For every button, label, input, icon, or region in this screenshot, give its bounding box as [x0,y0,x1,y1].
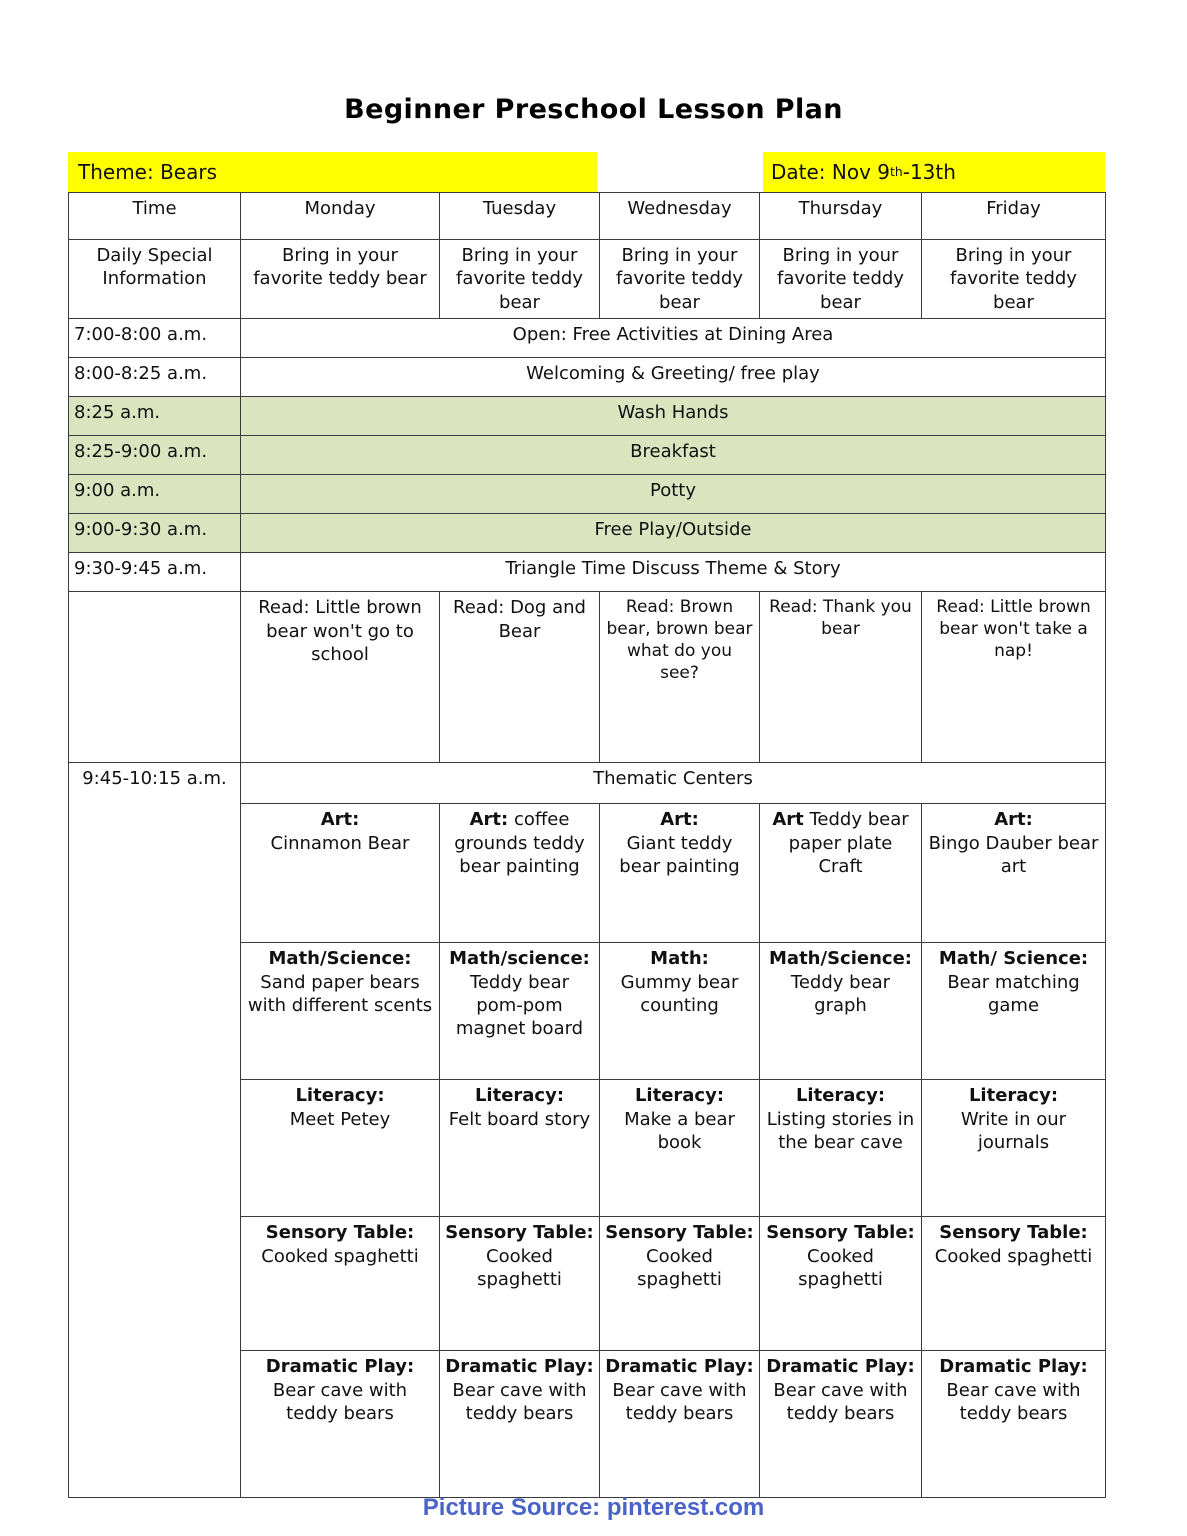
center-text: Teddy bear graph [790,971,891,1016]
dramatic-tuesday [440,1351,600,1498]
center-label: Sensory Table: [265,1222,415,1244]
center-text: Sand paper bears with different scents [247,971,433,1016]
center-label: Dramatic Play: [939,1356,1088,1378]
center-text: Bear matching game [947,971,1080,1016]
dramatic-wednesday [600,1351,760,1498]
schedule-row [69,319,1106,358]
center-text: Cooked spaghetti [477,1245,562,1290]
theme-label: Theme: Bears [78,160,218,184]
center-label: Dramatic Play: [265,1356,415,1378]
math-tuesday [440,943,600,1080]
center-text: Bingo Dauber bear art [928,832,1099,877]
literacy-wednesday [600,1080,760,1217]
center-label: Literacy: [634,1085,725,1107]
center-label: Dramatic Play: [605,1356,754,1378]
sensory-wednesday [600,1217,760,1351]
center-label: Sensory Table: [939,1222,1088,1244]
column-header-tuesday: Tuesday [440,193,600,240]
schedule-time: 9:00 a.m. [69,475,241,514]
daily-special-friday: Bring in your favorite teddy bear [922,240,1106,319]
read-text: Thank you bear [821,597,912,640]
read-row [69,592,1106,763]
read-text: Little brown bear won't take a nap! [939,597,1091,662]
math-wednesday [600,943,760,1080]
read-label: Read: [258,597,310,619]
center-label: Dramatic Play: [766,1356,915,1378]
daily-special-monday: Bring in your favorite teddy bear [241,240,440,319]
dramatic-thursday [760,1351,922,1498]
center-label: Math/Science: [268,948,412,970]
header-bars [68,152,1105,192]
read-label: Read: [936,597,985,618]
math-monday [241,943,440,1080]
thematic-centers-banner: Thematic Centers [241,763,1106,804]
dramatic-monday [241,1351,440,1498]
center-label: Literacy: [795,1085,886,1107]
art-tuesday [440,804,600,943]
table-header-row [69,193,1106,240]
math-thursday [760,943,922,1080]
read-wednesday [600,592,760,763]
center-label: Art [772,809,804,831]
daily-special-row [69,240,1106,319]
center-text: Teddy bear paper plate Craft [788,809,909,877]
picture-source-footer: Picture Source: pinterest.com [422,1494,765,1521]
center-label: Sensory Table: [605,1222,754,1244]
read-monday [241,592,440,763]
daily-special-tuesday: Bring in your favorite teddy bear [440,240,600,319]
schedule-row [69,553,1106,592]
sensory-thursday [760,1217,922,1351]
read-label: Read: [453,597,505,619]
center-text: Cinnamon Bear [270,832,410,854]
read-label: Read: [769,597,818,618]
center-label: Dramatic Play: [445,1356,594,1378]
art-wednesday [600,804,760,943]
thematic-time-cell: 9:45-10:15 a.m. [69,763,241,1498]
daily-special-wednesday: Bring in your favorite teddy bear [600,240,760,319]
center-label: Art: [660,809,699,831]
center-text: Giant teddy bear painting [619,832,740,877]
literacy-tuesday [440,1080,600,1217]
center-text: Bear cave with teddy bears [612,1379,747,1424]
center-label: Art: [994,809,1033,831]
center-text: Meet Petey [289,1108,391,1130]
read-friday [922,592,1106,763]
read-time-cell [69,592,241,763]
schedule-row [69,397,1106,436]
center-text: coffee grounds teddy bear painting [454,809,585,877]
schedule-activity: Wash Hands [241,397,1106,436]
schedule-activity: Breakfast [241,436,1106,475]
center-text: Listing stories in the bear cave [766,1108,915,1153]
read-thursday [760,592,922,763]
center-text: Felt board story [448,1108,591,1130]
column-header-wednesday: Wednesday [600,193,760,240]
center-label: Literacy: [474,1085,565,1107]
center-text: Cooked spaghetti [637,1245,722,1290]
schedule-activity: Welcoming & Greeting/ free play [241,358,1106,397]
thematic-banner-row [69,763,1106,804]
date-bar: Date: Nov 9 th -13th [763,152,1105,192]
theme-bar [68,152,597,192]
center-label: Math: [650,948,709,970]
math-friday [922,943,1106,1080]
page-title: Beginner Preschool Lesson Plan [344,94,843,125]
center-label: Math/science: [449,948,590,970]
read-label: Read: [625,597,675,618]
read-text: Brown bear, brown bear what do you see? [606,597,753,684]
date-prefix: Date: Nov 9 [771,160,891,184]
header-bar-gap [597,152,763,192]
center-label: Sensory Table: [766,1222,915,1244]
schedule-row [69,475,1106,514]
column-header-friday: Friday [922,193,1106,240]
art-thursday [760,804,922,943]
read-text: Little brown bear won't go to school [266,597,422,665]
center-label: Literacy: [968,1085,1059,1107]
schedule-time: 8:25 a.m. [69,397,241,436]
schedule-time: 9:00-9:30 a.m. [69,514,241,553]
center-label: Art: [469,809,509,831]
center-label: Literacy: [295,1085,385,1107]
center-text: Cooked spaghetti [798,1245,883,1290]
center-text: Cooked spaghetti [261,1245,419,1267]
daily-special-label: Daily Special Information [69,240,241,319]
dramatic-friday [922,1351,1106,1498]
schedule-activity: Open: Free Activities at Dining Area [241,319,1106,358]
literacy-friday [922,1080,1106,1217]
date-suffix: -13th [902,160,956,184]
center-text: Cooked spaghetti [934,1245,1093,1267]
center-text: Teddy bear pom-pom magnet board [455,971,584,1040]
column-header-thursday: Thursday [760,193,922,240]
literacy-monday [241,1080,440,1217]
daily-special-thursday: Bring in your favorite teddy bear [760,240,922,319]
center-text: Write in our journals [960,1108,1067,1153]
sensory-friday [922,1217,1106,1351]
center-text: Bear cave with teddy bears [272,1379,408,1424]
center-text: Gummy bear counting [620,971,739,1016]
center-label: Math/Science: [769,948,912,970]
center-text: Bear cave with teddy bears [773,1379,908,1424]
center-label: Art: [320,809,360,831]
schedule-activity: Free Play/Outside [241,514,1106,553]
schedule-row [69,436,1106,475]
lesson-plan-table [68,192,1106,1498]
column-header-monday: Monday [241,193,440,240]
schedule-row [69,358,1106,397]
sensory-tuesday [440,1217,600,1351]
center-text: Bear cave with teddy bears [452,1379,587,1424]
sensory-monday [241,1217,440,1351]
read-tuesday [440,592,600,763]
center-label: Sensory Table: [445,1222,594,1244]
center-text: Bear cave with teddy bears [946,1379,1081,1424]
center-label: Math/ Science: [938,948,1089,970]
art-monday [241,804,440,943]
column-header-time: Time [69,193,241,240]
literacy-thursday [760,1080,922,1217]
schedule-activity: Triangle Time Discuss Theme & Story [241,553,1106,592]
schedule-activity: Potty [241,475,1106,514]
center-text: Make a bear book [624,1108,735,1153]
schedule-time: 7:00-8:00 a.m. [69,319,241,358]
schedule-row [69,514,1106,553]
schedule-time: 8:25-9:00 a.m. [69,436,241,475]
read-text: Dog and Bear [498,597,586,642]
schedule-time: 9:30-9:45 a.m. [69,553,241,592]
schedule-time: 8:00-8:25 a.m. [69,358,241,397]
art-friday [922,804,1106,943]
